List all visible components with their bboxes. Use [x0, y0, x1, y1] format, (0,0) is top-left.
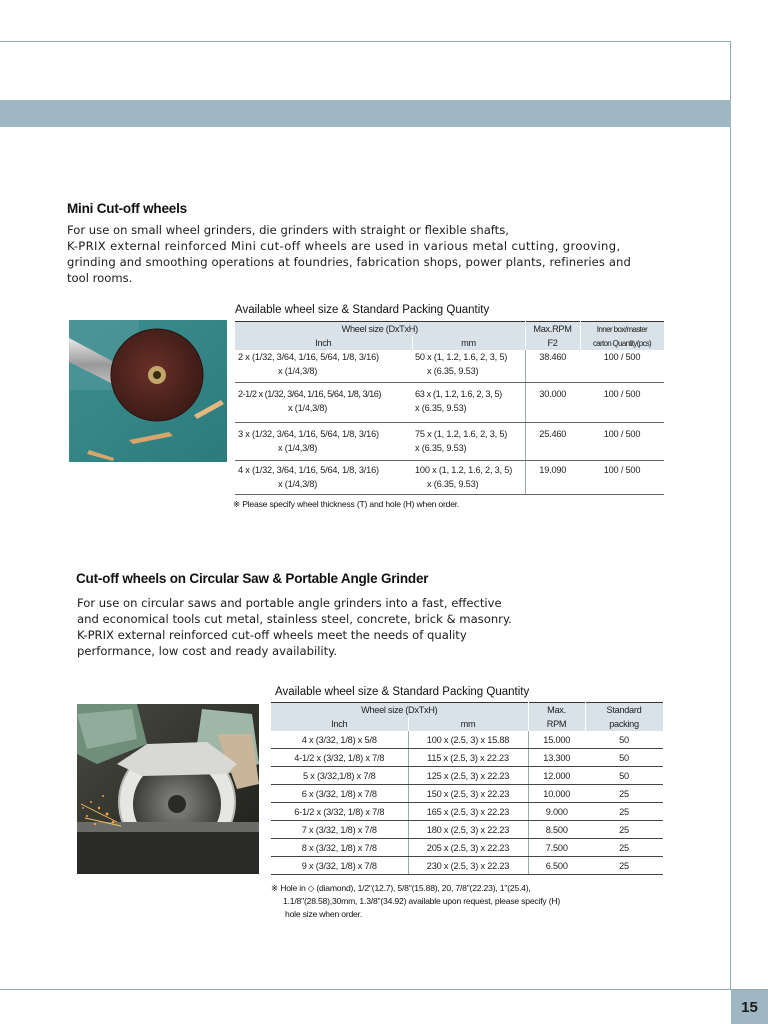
col-header-wheel-size: Wheel size (DxTxH)	[271, 703, 528, 718]
table-caption-circular-saw: Available wheel size & Standard Packing Quantity	[275, 686, 530, 698]
col-header-rpm: RPM	[528, 717, 585, 731]
page-number: 15	[731, 990, 768, 1024]
table-note-circular-saw: ※ Hole in ◇ (diamond), 1/2"(12.7), 5/8"(15.88), 20, 7/8"(22.23), 1"(25.4), 1.1/8"(28.58),30mm, 1.3/8"(34.92) available upon request, please specify (H) hole size when order.	[271, 883, 561, 919]
section-heading-mini-cutoff: Mini Cut-off wheels	[67, 201, 187, 216]
table-row: 2 x (1/32, 3/64, 1/16, 5/64, 1/8, 3/16) x (1/4,3/8) 50 x (1, 1.2, 1.6, 2, 3, 5) x (6.35, 9.53) 38.460 100 / 500	[235, 350, 664, 382]
col-header-inch: Inch	[235, 336, 412, 350]
table-row: 4 x (1/32, 3/64, 1/16, 5/64, 1/8, 3/16) x (1/4,3/8) 100 x (1, 1.2, 1.6, 2, 3, 5) x (6.35, 9.53) 19.090 100 / 500	[235, 460, 664, 494]
mini-cutoff-wheel-photo	[69, 320, 227, 462]
table-row: 5 x (3/32,1/8) x 7/8 125 x (2.5, 3) x 22.23 12.000 50	[271, 767, 663, 785]
col-header-mm: mm	[408, 717, 528, 731]
col-header-wheel-size: Wheel size (DxTxH)	[235, 322, 525, 337]
table-row: 9 x (3/32, 1/8) x 7/8 230 x (2.5, 3) x 22.23 6.500 25	[271, 857, 663, 875]
right-rule	[730, 41, 731, 990]
col-header-packing-sub: carton Quantity(pcs)	[580, 336, 664, 350]
section-description-mini-cutoff: For use on small wheel grinders, die grinders with straight or flexible shafts, K-PRIX external reinforced Mini cut-off wheels are used in various metal cutting, grooving, grinding and smoothing operations at foundries, fabrication shops, power plants, refineries and tool rooms.	[67, 223, 631, 285]
table-row: 4-1/2 x (3/32, 1/8) x 7/8 115 x (2.5, 3) x 22.23 13.300 50	[271, 749, 663, 767]
table-row: 7 x (3/32, 1/8) x 7/8 180 x (2.5, 3) x 22.23 8.500 25	[271, 821, 663, 839]
bottom-rule	[0, 989, 768, 990]
wheel-size-table-circular-saw	[271, 702, 664, 875]
table-row: 6-1/2 x (3/32, 1/8) x 7/8 165 x (2.5, 3) x 22.23 9.000 25	[271, 803, 663, 821]
col-header-packing: packing	[585, 717, 663, 731]
section-heading-circular-saw: Cut-off wheels on Circular Saw & Portable Angle Grinder	[76, 571, 429, 586]
col-header-packing: Inner box/master	[580, 322, 664, 337]
table-row: 8 x (3/32, 1/8) x 7/8 205 x (2.5, 3) x 22.23 7.500 25	[271, 839, 663, 857]
table-caption-mini-cutoff: Available wheel size & Standard Packing Quantity	[235, 304, 490, 316]
table-row: 3 x (1/32, 3/64, 1/16, 5/64, 1/8, 3/16) x (1/4,3/8) 75 x (1, 1.2, 1.6, 2, 3, 5) x (6.35, 9.53) 25.460 100 / 500	[235, 422, 664, 460]
header-band	[0, 100, 731, 127]
col-header-f2: F2	[525, 336, 580, 350]
col-header-max-rpm: Max.RPM	[525, 322, 580, 337]
wheel-size-table-mini-cutoff	[235, 321, 665, 495]
col-header-mm: mm	[412, 336, 525, 350]
table-row: 2-1/2 x (1/32, 3/64, 1/16, 5/64, 1/8, 3/16) x (1/4,3/8) 63 x (1, 1.2, 1.6, 2, 3, 5) x (6.35, 9.53) 30.000 100 / 500	[235, 382, 664, 422]
table-row: 6 x (3/32, 1/8) x 7/8 150 x (2.5, 3) x 22.23 10.000 25	[271, 785, 663, 803]
top-rule	[0, 41, 731, 42]
table-row: 4 x (3/32, 1/8) x 5/8 100 x (2.5, 3) x 15.88 15.000 50	[271, 731, 663, 749]
circular-saw-photo	[77, 704, 259, 874]
table-note-mini-cutoff: ※ Please specify wheel thickness (T) and hole (H) when order.	[233, 499, 460, 509]
col-header-max: Max.	[528, 703, 585, 718]
col-header-inch: Inch	[271, 717, 408, 731]
section-description-circular-saw: For use on circular saws and portable angle grinders into a fast, effective and economical tools cut metal, stainless steel, concrete, brick & masonry. K-PRIX external reinforced cut-off wheels meet the needs of quality performance, low cost and ready availability.	[77, 596, 512, 658]
col-header-standard: Standard	[585, 703, 663, 718]
